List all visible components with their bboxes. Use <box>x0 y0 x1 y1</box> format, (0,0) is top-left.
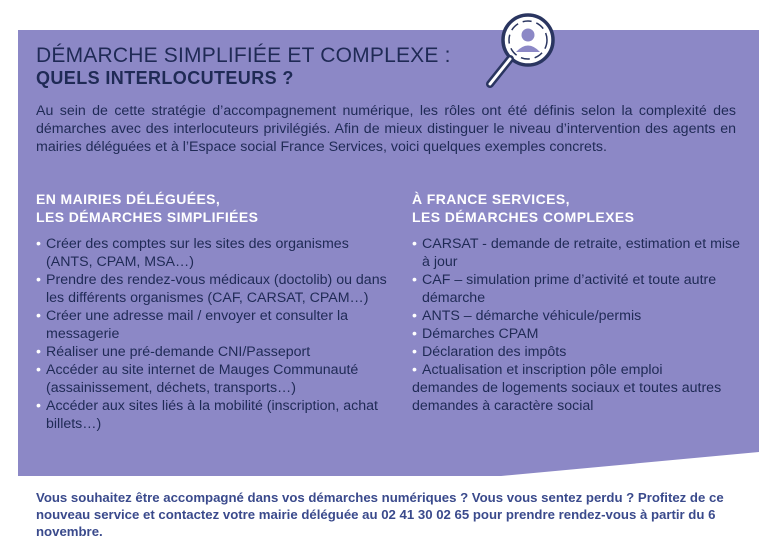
list-item: • Créer une adresse mail / envoyer et consulter la messagerie <box>36 308 349 342</box>
list-item: • CAF – simulation prime d’activité et toute autre démarche <box>412 272 717 306</box>
list-item: • Accéder aux sites liés à la mobilité (inscription, achat billets…) <box>36 398 378 432</box>
page-title: DÉMARCHE SIMPLIFIÉE ET COMPLEXE : <box>36 44 451 67</box>
list-item: • Actualisation et inscription pôle emploi <box>412 362 663 378</box>
bullet-icon: • <box>412 326 417 342</box>
france-services-heading-line2: LES DÉMARCHES COMPLEXES <box>412 209 635 225</box>
bullet-icon: • <box>36 344 41 360</box>
bullet-icon: • <box>36 236 41 252</box>
panel-corner-cut <box>480 452 759 478</box>
france-services-heading <box>412 190 742 226</box>
list-item-continuation: demandes de logements sociaux et toutes autres demandes à caractère social <box>412 380 722 414</box>
france-services-column <box>412 190 742 415</box>
list-item: • CARSAT - demande de retraite, estimation et mise à jour <box>412 236 741 270</box>
list-item: • Accéder au site internet de Mauges Communauté (assainissement, déchets, transports…) <box>36 362 359 396</box>
list-item: • Créer des comptes sur les sites des organismes (ANTS, CPAM, MSA…) <box>36 236 349 270</box>
bullet-icon: • <box>36 362 41 378</box>
bullet-icon: • <box>412 236 417 252</box>
intro-paragraph: Au sein de cette stratégie d’accompagnement numérique, les rôles ont été définis selon la complexité des démarches avec des interlocuteurs privilégiés. Afin de mieux distinguer le niveau d’intervention des agents en mairies déléguées et à l’Espace social France Services, voici quelques exemples concrets. <box>36 103 736 155</box>
mairies-heading-line2: LES DÉMARCHES SIMPLIFIÉES <box>36 209 259 225</box>
page-subtitle: QUELS INTERLOCUTEURS ? <box>36 68 294 88</box>
bullet-icon: • <box>36 398 41 414</box>
footer-note: Vous souhaitez être accompagné dans vos démarches numériques ? Vous vous sentez perdu ? Profitez de ce nouveau service et contactez votre mairie déléguée au 02 41 30 02 65 pour prendre rendez-vous à partir du 6 novembre. <box>36 490 724 539</box>
france-services-heading-line1: À FRANCE SERVICES, <box>412 191 570 207</box>
mairies-column <box>36 190 391 433</box>
bullet-icon: • <box>412 308 417 324</box>
list-item: • Réaliser une pré-demande CNI/Passeport <box>36 344 311 360</box>
bullet-icon: • <box>412 344 417 360</box>
list-item: • Démarches CPAM <box>412 326 539 342</box>
list-item: • ANTS – démarche véhicule/permis <box>412 308 642 324</box>
france-services-list <box>412 235 742 415</box>
bullet-icon: • <box>412 272 417 288</box>
mairies-heading <box>36 190 391 226</box>
list-item: • Prendre des rendez-vous médicaux (doctolib) ou dans les différents organismes (CAF, CARSAT, CPAM…) <box>36 272 387 306</box>
mairies-list <box>36 235 391 433</box>
bullet-icon: • <box>412 362 417 378</box>
magnifier-person-icon <box>478 6 560 92</box>
bullet-icon: • <box>36 308 41 324</box>
bullet-icon: • <box>36 272 41 288</box>
list-item: • Déclaration des impôts <box>412 344 567 360</box>
mairies-heading-line1: EN MAIRIES DÉLÉGUÉES, <box>36 191 221 207</box>
